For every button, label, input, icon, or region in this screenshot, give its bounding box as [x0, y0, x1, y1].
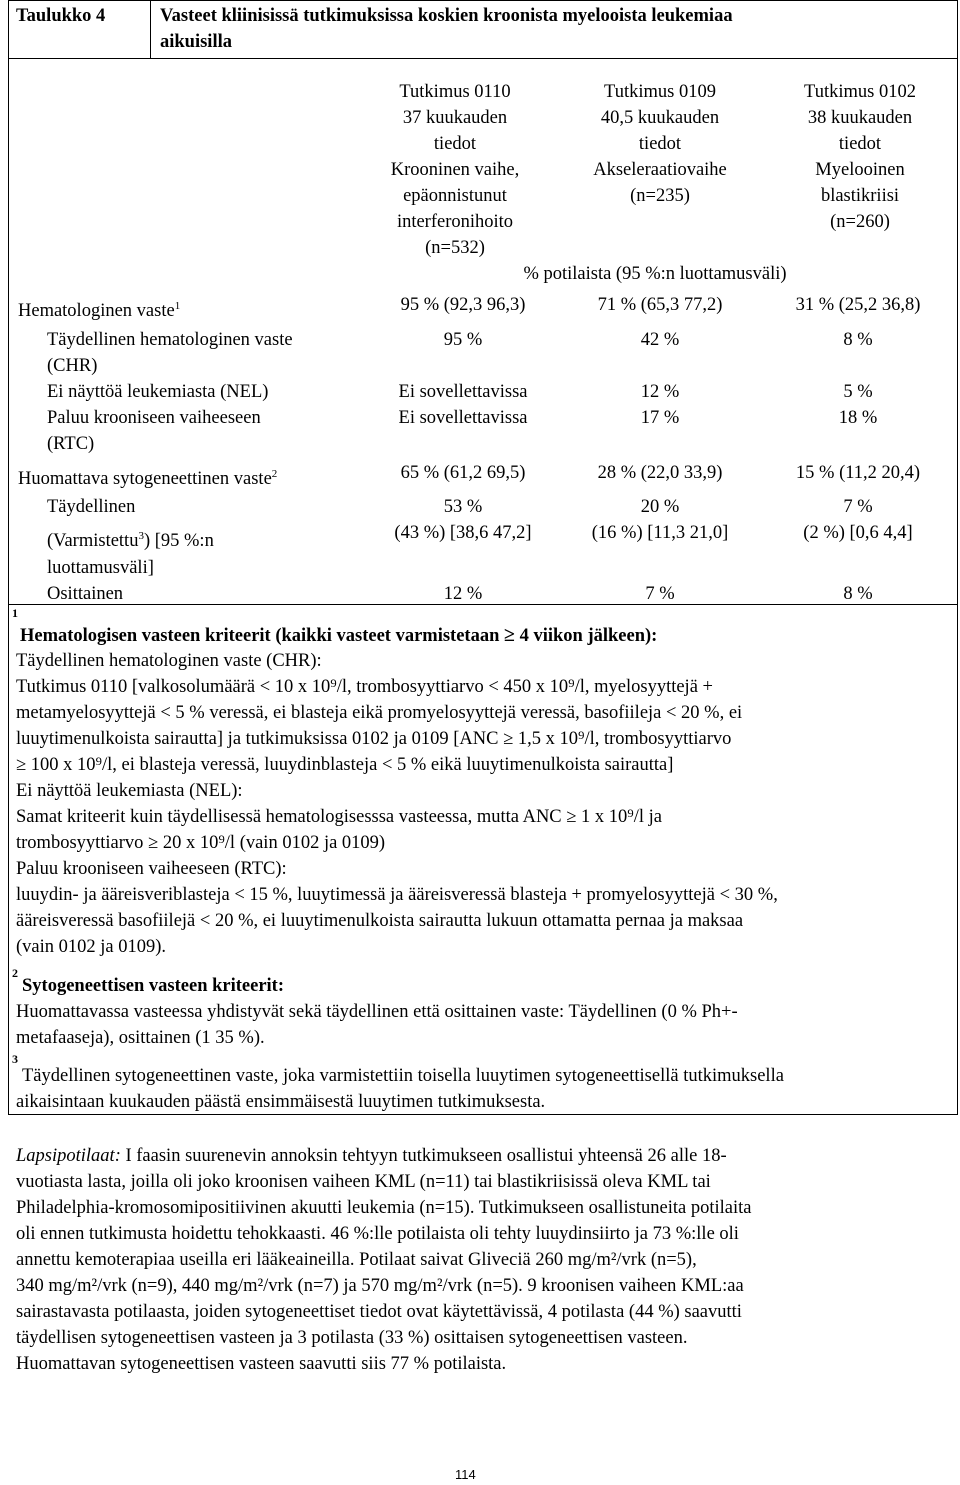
cell-cyto-0102: 15 % (11,2 20,4)	[795, 463, 921, 483]
table-border-left	[8, 0, 9, 1115]
footnote-1-number: 1	[12, 606, 18, 620]
row-label-rtc-abbr: (RTC)	[47, 434, 95, 454]
paragraph-lead: Lapsipotilaat:	[16, 1146, 121, 1166]
footnote-2-heading: Sytogeneettisen vasteen kriteerit:	[22, 976, 284, 996]
cell-full-0110: 53 %	[443, 497, 483, 517]
cell-rtc-0102: 18 %	[838, 408, 878, 428]
cell-rtc-0110: Ei sovellettavissa	[398, 408, 528, 428]
cell-chr-0102: 8 %	[843, 330, 873, 350]
footnote-1-heading: Hematologisen vasteen kriteerit (kaikki vasteet varmistetaan ≥ 4 viikon jälkeen):	[20, 624, 658, 646]
row-label-confirmed: (Varmistettu$^3$) [95 %:n	[47, 530, 214, 551]
cell-nel-0102: 5 %	[843, 382, 873, 402]
column-header-0109: Tutkimus 0109 40,5 kuukauden tiedot Akseleraatiovaihe (n=235)	[593, 82, 727, 206]
cell-partial-0109: 7 %	[645, 584, 675, 604]
cell-hem-0109: 71 % (65,3 77,2)	[597, 295, 723, 315]
cell-hem-0110: 95 % (92,3 96,3)	[400, 295, 526, 315]
cell-rtc-0109: 17 %	[640, 408, 680, 428]
cell-nel-0110: Ei sovellettavissa	[398, 382, 528, 402]
cell-full-ci-0102: (2 %) [0,6 4,4]	[803, 523, 913, 543]
row-label-partial: Osittainen	[47, 584, 124, 604]
cell-full-0102: 7 %	[843, 497, 873, 517]
percent-header: % potilaista (95 %:n luottamusväli)	[523, 264, 787, 284]
title-divider	[8, 58, 958, 59]
cell-chr-0109: 42 %	[640, 330, 680, 350]
cell-full-0109: 20 %	[640, 497, 680, 517]
cell-cyto-0110: 65 % (61,2 69,5)	[400, 463, 526, 483]
footnote-3-body: Täydellinen sytogeneettinen vaste, joka varmistettiin toisella luuytimen sytogeneettisellä tutkimuksella aikaisintaan kuukauden päästä ensimmäisestä luuytimen tutkimuksesta.	[16, 1066, 784, 1112]
table-title-line1: Vasteet kliinisissä tutkimuksissa koskien kroonista myelooista leukemiaa	[160, 6, 733, 26]
row-label-ci: luottamusväli]	[47, 558, 154, 578]
cell-full-ci-0110: (43 %) [38,6 47,2]	[394, 523, 532, 543]
row-label-cytogenetic: Huomattava sytogeneettinen vaste$^2$	[18, 468, 278, 489]
pediatric-paragraph: Lapsipotilaat: I faasin suurenevin annoksin tehtyyn tutkimukseen osallistui yhteensä 26 alle 18- vuotiasta lasta, joilla oli joko kroonisen vaiheen KML (n=11) tai blastikriisissä oleva KML tai Philadelphia-kromosomipositiivinen akuutti leukemia (n=15). Tutkimukseen osallistuneita potilaita oli ennen tutkimusta hoidettu tehokkaasti. 46 %:lle potilaista oli tehty luuydinsiirto ja 73 %:lle oli annettu kemoterapiaa useilla eri lääkeaineilla. Potilaat saivat Gliveciä 260 mg/m²/vrk (n=5), 340 mg/m²/vrk (n=9), 440 mg/m²/vrk (n=7) ja 570 mg/m²/vrk (n=5). 9 kroonisen vaiheen KML:aa sairastavasta potilaasta, joiden sytogeneettiset tiedot ovat käytettävissä, 4 potilasta (44 %) saavutti täydellisen sytogeneettisen vasteen ja 3 potilasta (33 %) osittaisen sytogeneettisen vasteen. Huomattavan sytogeneettisen vasteen saavutti siis 77 % potilaista.	[16, 1146, 752, 1374]
row-label-hematologic: Hematologinen vaste$^1$	[18, 300, 181, 321]
column-header-0110: Tutkimus 0110 37 kuukauden tiedot Krooninen vaihe, epäonnistunut interferonihoito (n=532)	[390, 82, 520, 258]
cell-partial-0102: 8 %	[843, 584, 873, 604]
cell-hem-0102: 31 % (25,2 36,8)	[795, 295, 921, 315]
cell-nel-0109: 12 %	[640, 382, 680, 402]
cell-full-ci-0109: (16 %) [11,3 21,0]	[591, 523, 729, 543]
cell-cyto-0109: 28 % (22,0 33,9)	[597, 463, 723, 483]
table-title-line2: aikuisilla	[160, 32, 232, 52]
page-number: 114	[455, 1467, 476, 1482]
cell-chr-0110: 95 %	[443, 330, 483, 350]
table-label: Taulukko 4	[16, 6, 106, 26]
row-label-chr: Täydellinen hematologinen vaste	[47, 330, 293, 350]
row-label-complete: Täydellinen	[47, 497, 136, 517]
row-label-rtc: Paluu krooniseen vaiheeseen	[47, 408, 261, 428]
cell-partial-0110: 12 %	[443, 584, 483, 604]
footnote-2-body: Huomattavassa vasteessa yhdistyvät sekä täydellinen että osittainen vaste: Täydellinen (0 % Ph+- metafaaseja), osittainen (1 35 %).	[16, 1002, 738, 1048]
footnote-1-body: Täydellinen hematologinen vaste (CHR): Tutkimus 0110 [valkosolumäärä < 10 x 10⁹/l, trombosyyttiarvo < 450 x 10⁹/l, myelosyyttejä + metamyelosyyttejä < 5 % veressä, ei blasteja eikä promyelosyyttejä veressä, basofiileja < 20 %, ei luuytimenulkoista sairautta] ja tutkimuksissa 0102 ja 0109 [ANC ≥ 1,5 x 10⁹/l, trombosyyttiarvo ≥ 100 x 10⁹/l, ei blasteja veressä, luuydinblasteja < 5 % eikä luuytimenulkoista sairautta] Ei näyttöä leukemiasta (NEL): Samat kriteerit kuin täydellisessä hematologisesssa vasteessa, mutta ANC ≥ 1 x 10⁹/l ja trombosyyttiarvo ≥ 20 x 10⁹/l (vain 0102 ja 0109) Paluu krooniseen vaiheeseen (RTC): luuydin- ja ääreisveriblasteja < 15 %, luuytimessä ja ääreisveressä blasteja + promyelosyyttejä < 30 %, ääreisveressä basofiilejä < 20 %, ei luuytimenulkoista sairautta lukuun ottamatta pernaa ja maksaa (vain 0102 ja 0109).	[16, 651, 778, 957]
footnote-3-number: 3	[12, 1052, 18, 1066]
footnote-2-number: 2	[12, 966, 18, 980]
row-label-nel: Ei näyttöä leukemiasta (NEL)	[47, 382, 269, 402]
column-header-0102: Tutkimus 0102 38 kuukauden tiedot Myelooinen blastikriisi (n=260)	[804, 82, 916, 232]
title-vertical-divider	[150, 0, 151, 58]
row-label-chr-abbr: (CHR)	[47, 356, 98, 376]
